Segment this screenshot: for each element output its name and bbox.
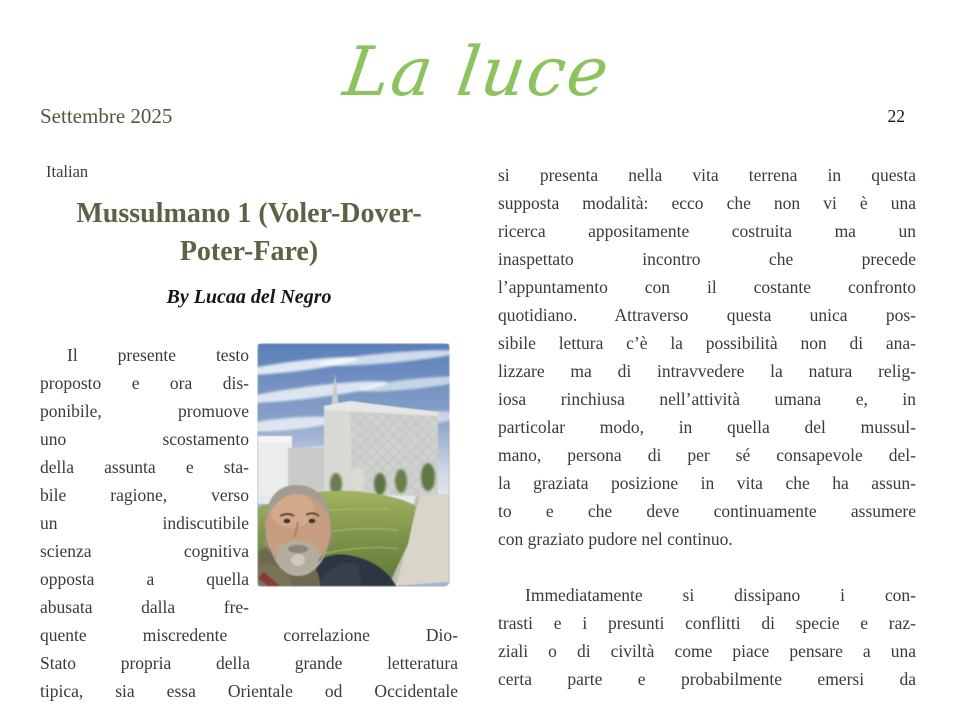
article-title: [40, 195, 458, 271]
text-line: supposta modalità: ecco che non vi è una: [498, 193, 916, 213]
text-line: Il presente testo: [67, 345, 249, 365]
wrapped-text-lines: [40, 341, 249, 621]
article-title-line: Mussulmano 1 (Voler-Dover-: [76, 198, 422, 229]
paragraph-2: [498, 581, 916, 693]
byline: By Lucaa del Negro: [166, 286, 332, 308]
text-line: quotidiano. Attraverso questa unica pos-: [498, 305, 916, 325]
text-line: la graziata posizione in vita che ha assun-: [498, 473, 916, 493]
right-column: [498, 161, 916, 705]
left-column: [40, 161, 458, 705]
masthead-logo: La luce: [338, 33, 616, 112]
article-photo: [257, 343, 450, 587]
article-columns: [40, 161, 916, 705]
text-line: si presenta nella vita terrena in questa: [498, 165, 916, 185]
page-number: 22: [887, 106, 905, 126]
photo-illustration: [258, 344, 449, 586]
article-title-line: Poter-Fare): [179, 236, 319, 267]
text-line: ricerca appositamente costruita ma un: [498, 221, 916, 241]
body-with-photo: [40, 341, 458, 621]
text-line: Immediatamente si dissipano i con-: [525, 585, 916, 605]
text-line: iosa rinchiusa nell’attività umana e, in: [498, 389, 916, 409]
text-line: ziali o di civiltà come piace pensare a una: [498, 641, 916, 661]
text-line: quente miscredente correlazione Dio-: [40, 625, 458, 645]
paragraph-1: [498, 161, 916, 553]
language-label: Italian: [46, 162, 89, 181]
full-width-text-lines: [40, 621, 458, 705]
text-line: mano, persona di per sé consapevole del-: [498, 445, 916, 465]
issue-date: Settembre 2025: [40, 104, 173, 128]
text-line: un indiscutibile: [40, 513, 249, 533]
text-line: proposto e ora dis-: [40, 373, 249, 393]
text-line: lizzare ma di intravvedere la natura relig-: [498, 361, 916, 381]
text-line: ponibile, promuove: [40, 401, 249, 421]
text-line: scienza cognitiva: [40, 541, 249, 561]
text-line: abusata dalla fre-: [40, 597, 249, 617]
text-line: l’appuntamento con il costante confronto: [498, 277, 916, 297]
text-line: con graziato pudore nel continuo.: [498, 529, 733, 549]
text-line: particolar modo, in quella del mussul-: [498, 417, 916, 437]
text-line: to e che deve continuamente assumere: [498, 501, 916, 521]
text-line: Stato propria della grande letteratura: [40, 653, 458, 673]
text-line: certa parte e probabilmente emersi da: [498, 669, 916, 689]
text-line: tipica, sia essa Orientale od Occidentale: [40, 681, 458, 701]
text-line: uno scostamento: [40, 429, 249, 449]
text-line: trasti e i presunti conflitti di specie e raz-: [498, 613, 916, 633]
text-line: opposta a quella: [40, 569, 249, 589]
text-line: inaspettato incontro che precede: [498, 249, 916, 269]
text-line: sibile lettura c’è la possibilità non di ana-: [498, 333, 916, 353]
text-line: della assunta e sta-: [40, 457, 249, 477]
text-line: bile ragione, verso: [40, 485, 249, 505]
